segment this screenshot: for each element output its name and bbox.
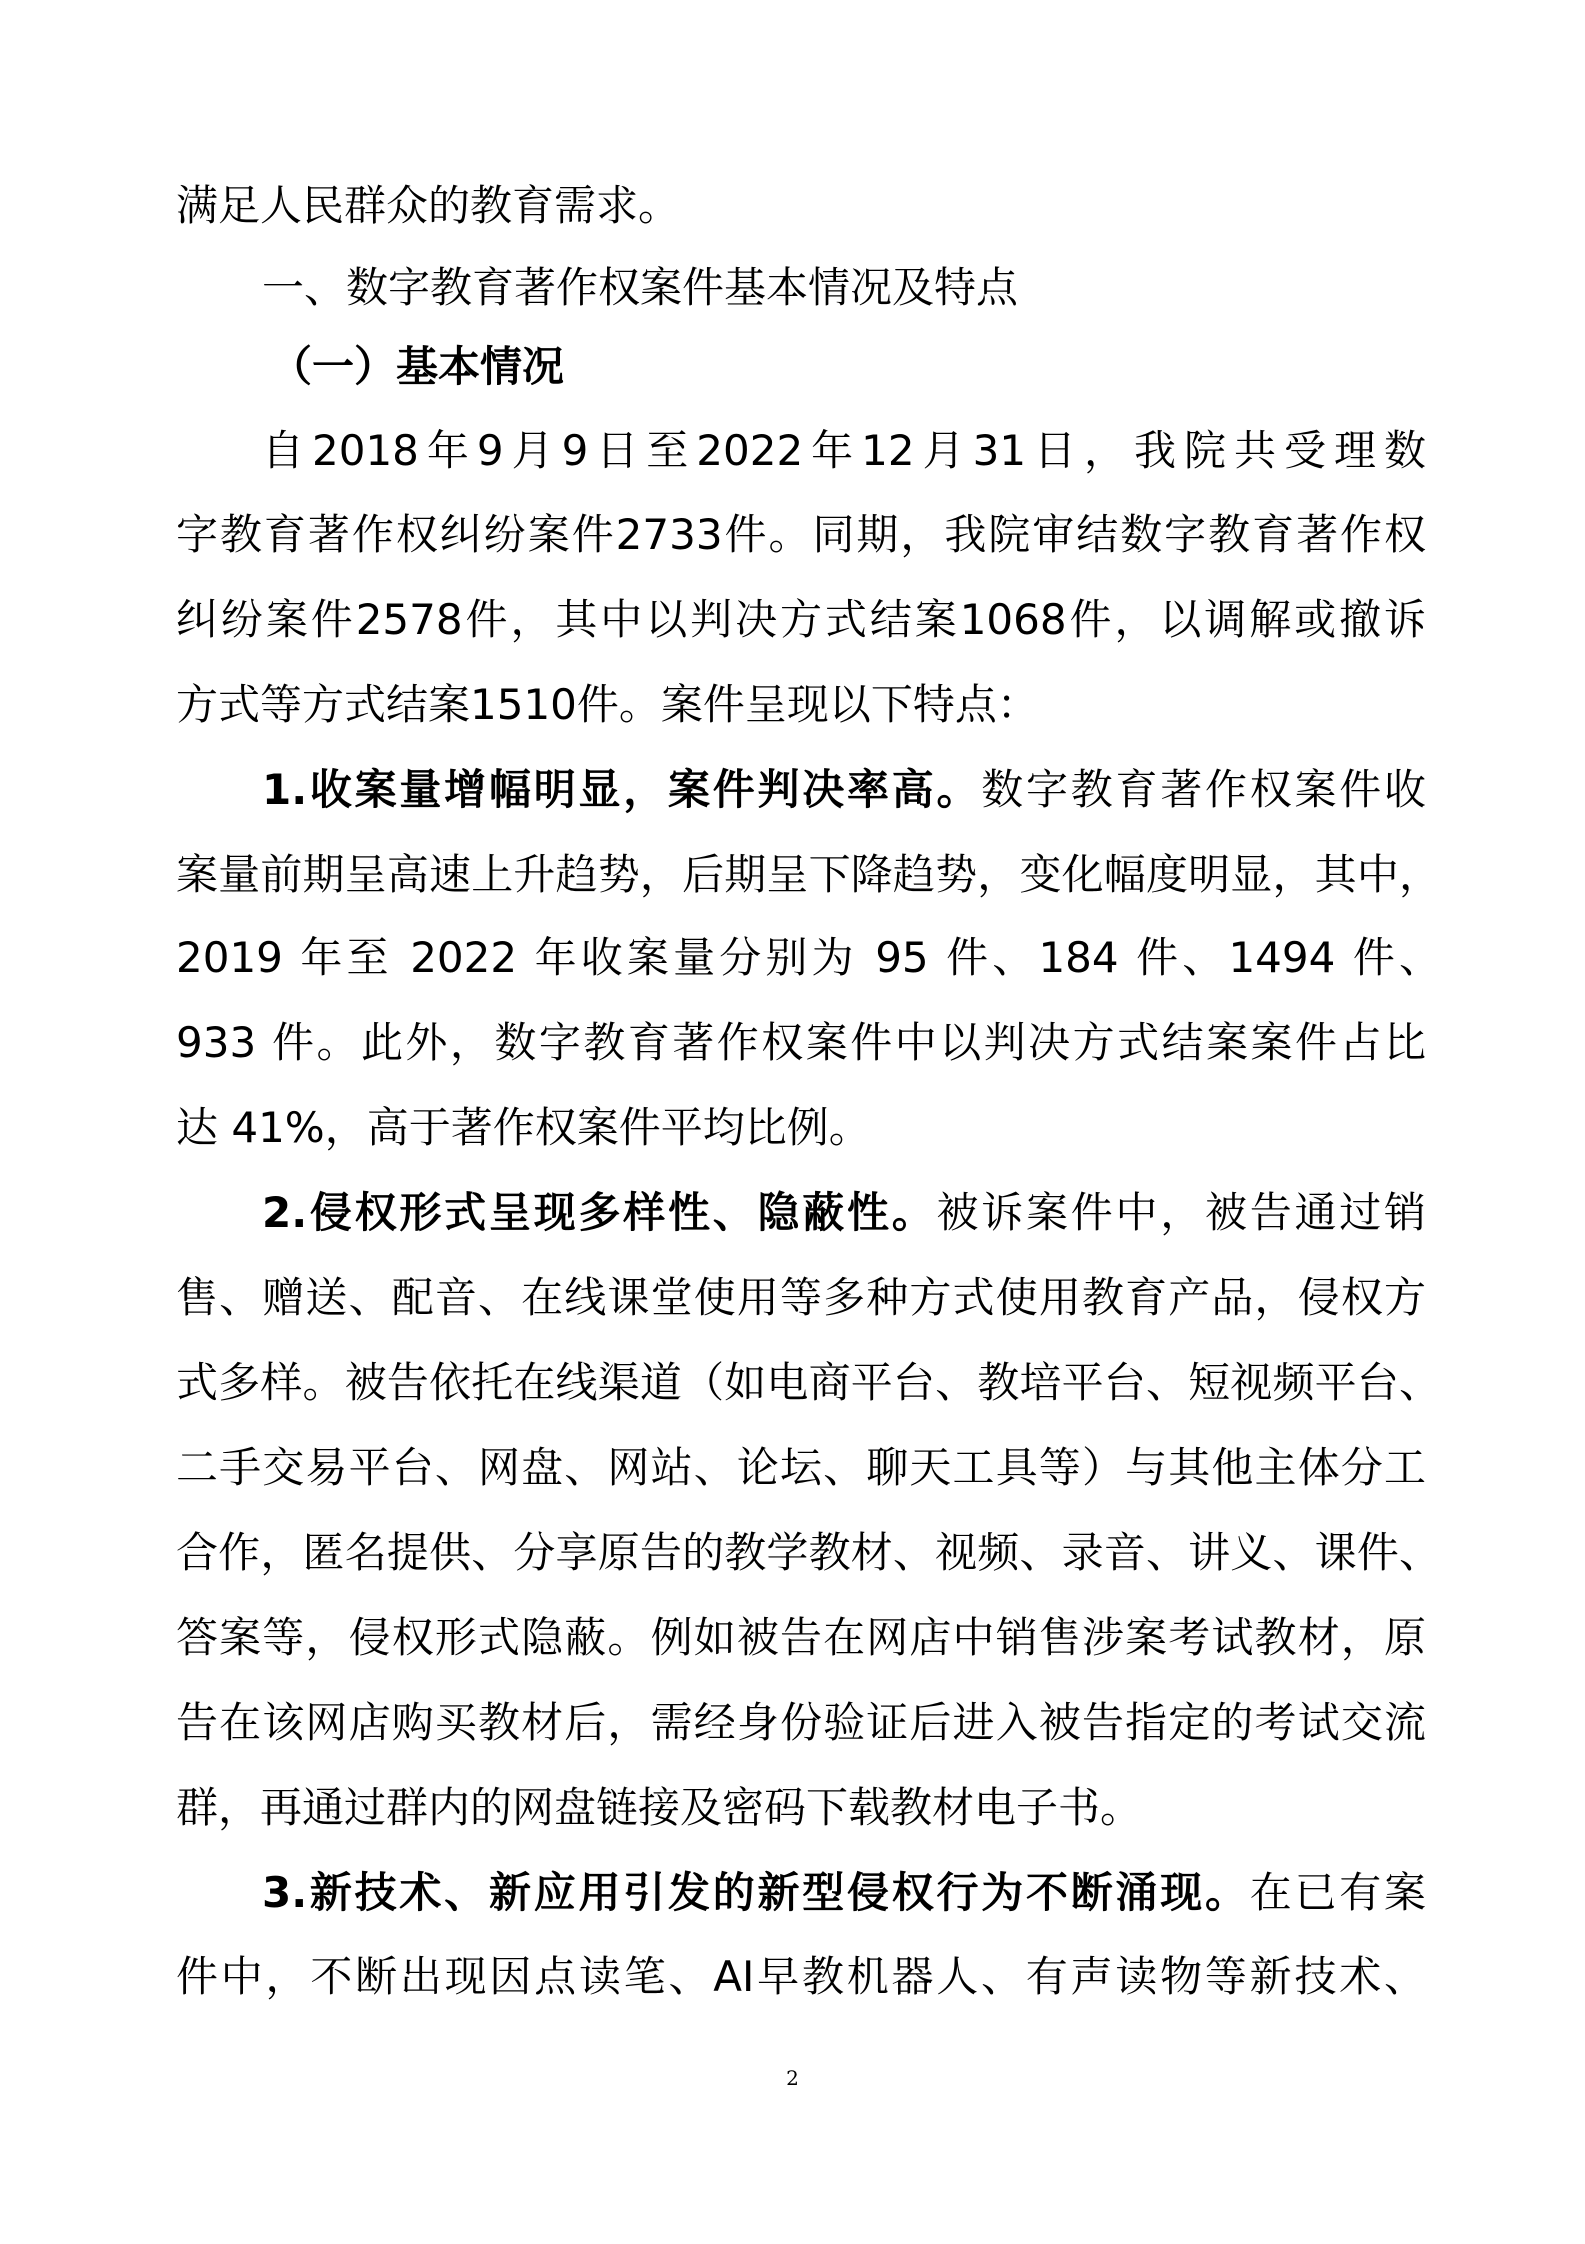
text-line [176, 1522, 1441, 1584]
bold-heading-text: 1.收案量增幅明显，案件判决率高。 [262, 765, 982, 814]
body-text: 纠纷案件2578件，其中以判决方式结案1068件，以调解或撤诉 [176, 595, 1426, 644]
text-line [176, 175, 680, 237]
body-text: 售、赠送、配音、在线课堂使用等多种方式使用教育产品，侵权方 [176, 1273, 1426, 1322]
text-line [176, 844, 1441, 906]
body-text: 字教育著作权纠纷案件2733件。同期，我院审结数字教育著作权 [176, 510, 1426, 559]
body-text: 在已有案 [1249, 1868, 1426, 1917]
text-line [176, 1607, 1426, 1669]
body-text: 群，再通过群内的网盘链接及密码下载教材电子书。 [176, 1783, 1143, 1832]
text-line [176, 1352, 1441, 1414]
text-line [176, 927, 1441, 989]
body-text: 二手交易平台、网盘、网站、论坛、聊天工具等）与其他主体分工 [176, 1443, 1426, 1492]
text-line [176, 1012, 1426, 1074]
text-line [262, 420, 1426, 482]
body-text: 2019 年至 2022 年收案量分别为 95 件、184 件、1494 件、 [176, 933, 1441, 982]
text-line [176, 674, 1039, 736]
bold-heading-text: 3.新技术、新应用引发的新型侵权行为不断涌现。 [262, 1868, 1250, 1917]
body-text: 被诉案件中，被告通过销 [936, 1188, 1426, 1237]
body-text: 一、数字教育著作权案件基本情况及特点 [262, 263, 1019, 312]
body-text: 告在该网店购买教材后，需经身份验证后进入被告指定的考试交流 [176, 1698, 1426, 1747]
body-text: 式多样。被告依托在线渠道（如电商平台、教培平台、短视频平台、 [176, 1358, 1441, 1407]
text-line [262, 759, 1426, 821]
text-line [176, 1946, 1426, 2008]
text-line [176, 504, 1426, 566]
text-line [176, 1437, 1426, 1499]
bold-heading-text: （一）基本情况 [270, 342, 565, 391]
page-number: 2 [786, 2066, 799, 2090]
body-text: 答案等，侵权形式隐蔽。例如被告在网店中销售涉案考试教材，原 [176, 1613, 1426, 1662]
text-line [176, 1267, 1426, 1329]
body-text: 案量前期呈高速上升趋势，后期呈下降趋势，变化幅度明显，其中， [176, 850, 1441, 899]
text-line [270, 336, 564, 398]
text-line [176, 589, 1426, 651]
body-text: 933 件。此外，数字教育著作权案件中以判决方式结案案件占比 [176, 1018, 1426, 1067]
body-text: 件中，不断出现因点读笔、AI早教机器人、有声读物等新技术、 [176, 1952, 1426, 2001]
bold-heading-text: 2.侵权形式呈现多样性、隐蔽性。 [262, 1188, 937, 1237]
body-text: 方式等方式结案1510件。案件呈现以下特点： [176, 680, 1039, 729]
text-line [176, 1692, 1426, 1754]
text-line [262, 1182, 1426, 1244]
body-text: 数字教育著作权案件收 [981, 765, 1426, 814]
text-line [176, 1097, 871, 1159]
text-line [176, 1777, 1142, 1839]
body-text: 满足人民群众的教育需求。 [176, 181, 681, 230]
body-text: 自2018年9月9日至2022年12月31日，我院共受理数 [262, 426, 1426, 475]
text-line [262, 1862, 1426, 1924]
text-line [262, 257, 1426, 319]
body-text: 达 41%，高于著作权案件平均比例。 [176, 1103, 871, 1152]
body-text: 合作，匿名提供、分享原告的教学教材、视频、录音、讲义、课件、 [176, 1528, 1441, 1577]
